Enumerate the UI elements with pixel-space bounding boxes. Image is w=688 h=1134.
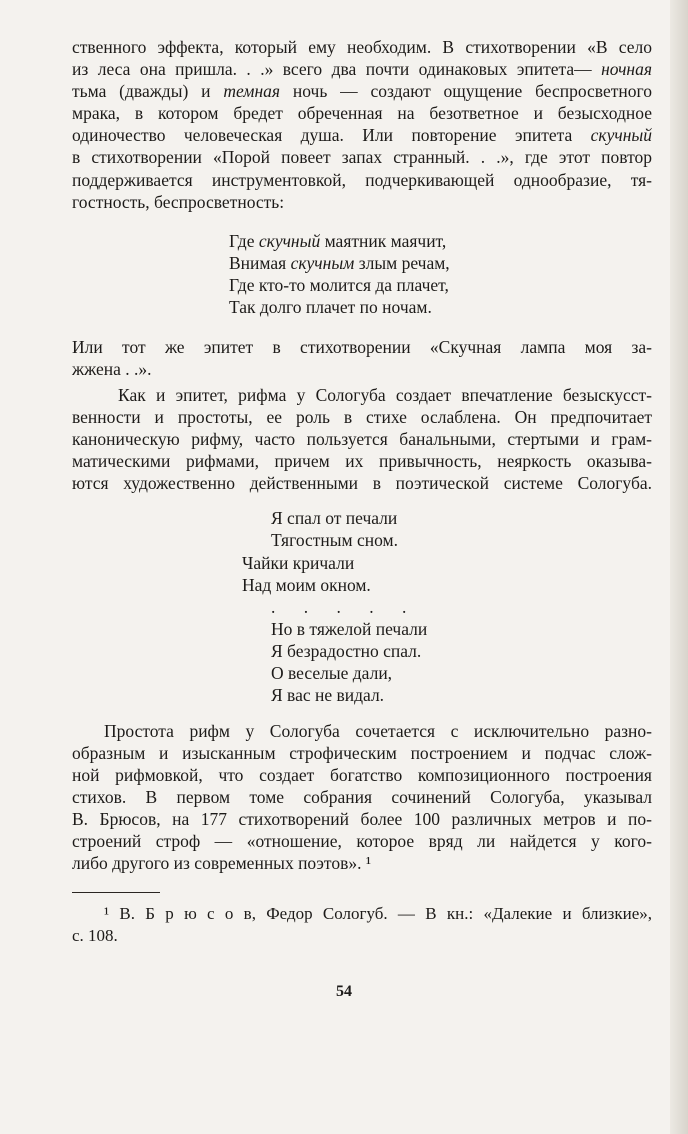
paragraph-4	[72, 720, 652, 875]
verse-line: Но в тяжелой печали	[271, 618, 428, 639]
verse-line: Где скучный маятник маячит,	[229, 230, 447, 251]
verse-line: О веселые дали,	[271, 663, 393, 684]
text-line: строений строф — «отношение, которое вряд ли найдется у кого-	[72, 831, 652, 852]
text-line: мрака, в котором бредет обреченная на безответное и безысходное	[72, 103, 652, 124]
verse-line: Я вас не видал.	[271, 685, 385, 706]
text-line: гостность, беспросветность:	[72, 191, 285, 212]
text-line: поддерживается инструментовкой, подчеркивающей однообразие, тя-	[72, 169, 652, 190]
text-line: В. Брюсов, на 177 стихотворений более 100 различных метров и по-	[72, 809, 652, 830]
text-line: матическими рифмами, причем их привычность, неяркость оказыва-	[72, 450, 652, 471]
footnote-rule	[72, 892, 160, 893]
text-line: венности и простоты, ее роль в стихе ослаблена. Он предпочитает	[72, 406, 652, 427]
text-line: из леса она пришла. . .» всего два почти одинаковых эпитета— ночная	[72, 59, 652, 80]
text-line: образным и изысканным строфическим построением и подчас слож-	[72, 742, 652, 763]
text-line: одиночество человеческая душа. Или повторение эпитета скучный	[72, 125, 652, 146]
text-line: в стихотворении «Порой повеет запах странный. . .», где этот повтор	[72, 147, 652, 168]
paragraph-2	[72, 336, 652, 380]
page-body	[72, 36, 652, 948]
text-line: Как и эпитет, рифма у Сологуба создает впечатление безыскусст-	[118, 384, 652, 405]
verse-ellipsis: . . . . .	[271, 596, 419, 617]
page-gutter	[670, 0, 688, 1134]
paragraph-3	[72, 384, 652, 494]
text-line: тьма (дважды) и темная ночь — создают ощущение беспросветного	[72, 81, 652, 102]
text-line: Простота рифм у Сологуба сочетается с исключительно разно-	[104, 720, 652, 741]
verse-line: Где кто-то молится да плачет,	[229, 275, 449, 296]
text-line: жжена . .».	[72, 358, 152, 379]
text-line: ственного эффекта, который ему необходим. В стихотворении «В село	[72, 37, 652, 57]
footnote-line: с. 108.	[72, 926, 118, 946]
footnote	[72, 903, 652, 947]
verse-line: Тягостным сном.	[271, 530, 398, 551]
paragraph-1	[72, 36, 652, 213]
verse-quote-2	[72, 507, 652, 707]
text-line: стихов. В первом томе собрания сочинений Сологуба, указывал	[72, 786, 652, 807]
verse-line: Чайки кричали	[242, 552, 355, 573]
text-line: каноническую рифму, часто пользуется банальными, стертыми и грам-	[72, 428, 652, 449]
text-line: ются художественно действенными в поэтической системе Сологуба.	[72, 473, 652, 494]
verse-line: Я спал от печали	[271, 508, 398, 529]
text-line: либо другого из современных поэтов». ¹	[72, 853, 372, 874]
verse-line: Так долго плачет по ночам.	[229, 297, 432, 318]
page-number: 54	[336, 983, 352, 1000]
verse-line: Я безрадостно спал.	[271, 641, 422, 662]
verse-quote-1	[72, 230, 652, 319]
verse-line: Над моим окном.	[242, 574, 371, 595]
text-line: Или тот же эпитет в стихотворении «Скучная лампа моя за-	[72, 336, 652, 357]
footnote-line: ¹ В. Б р ю с о в, Федор Сологуб. — В кн.: «Далекие и близкие»,	[104, 904, 652, 924]
verse-line: Внимая скучным злым речам,	[229, 252, 450, 273]
text-line: ной рифмовкой, что создает богатство композиционного построения	[72, 764, 652, 785]
